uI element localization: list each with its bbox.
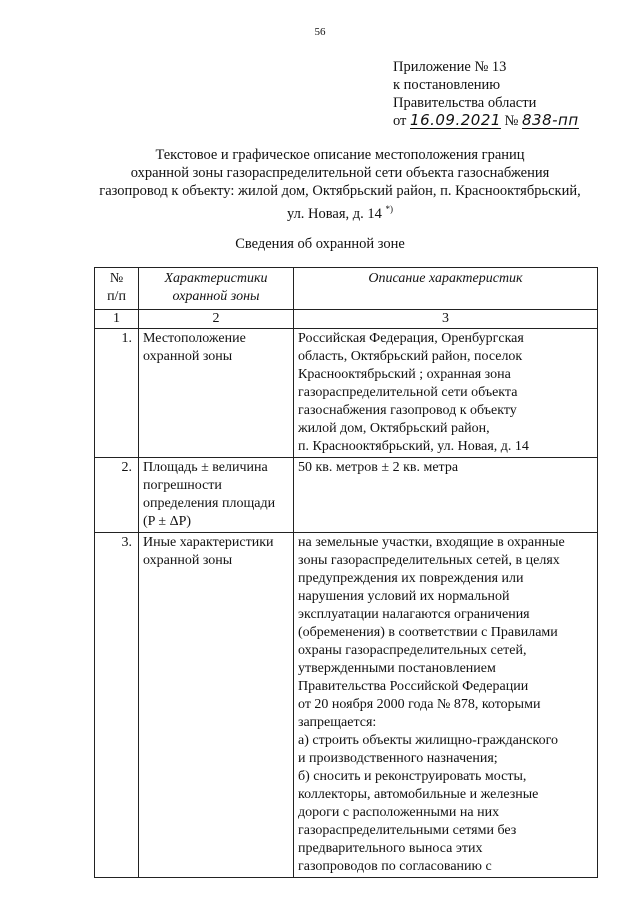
cell-line: погрешности	[143, 478, 222, 493]
row-number: 1.	[95, 329, 139, 458]
footnote-mark: *)	[385, 204, 394, 214]
header-col1-line1: №	[109, 271, 124, 286]
cell-line: Российская Федерация, Оренбургская	[298, 331, 524, 346]
cell-line: утвержденными постановлением	[298, 661, 496, 676]
cell-line: и производственного назначения;	[298, 751, 498, 766]
title-line-4	[80, 200, 600, 223]
cell-line: газораспределительными сетями без	[298, 823, 517, 838]
col-number-2: 2	[139, 310, 294, 329]
cell-line: газораспределительной сети объекта	[298, 385, 518, 400]
table-row	[95, 458, 598, 533]
cell-line: на земельные участки, входящие в охранные	[298, 535, 565, 550]
header-col-number	[95, 268, 139, 310]
title-line-2: охранной зоны газораспределительной сети объекта газоснабжения	[130, 165, 550, 181]
zone-info-table	[94, 267, 598, 878]
row-description	[294, 329, 598, 458]
col-number-3: 3	[294, 310, 598, 329]
table-row	[95, 329, 598, 458]
cell-line: (обременения) в соответствии с Правилами	[298, 625, 558, 640]
appendix-date-line	[393, 112, 579, 130]
document-title	[80, 146, 600, 223]
cell-line: предварительного выноса этих	[298, 841, 483, 856]
row-characteristic	[139, 533, 294, 878]
cell-line: охранной зоны	[143, 349, 233, 364]
cell-line: эксплуатации налагаются ограничения	[298, 607, 530, 622]
header-col-characteristics	[139, 268, 294, 310]
cell-line: Иные характеристики	[143, 535, 274, 550]
cell-line: жилой дом, Октябрьский район,	[298, 421, 490, 436]
cell-line: Правительства Российской Федерации	[298, 679, 529, 694]
cell-line: коллекторы, автомобильные и железные	[298, 787, 539, 802]
cell-line: зоны газораспределительных сетей, в целях	[298, 553, 560, 568]
col-number-1: 1	[95, 310, 139, 329]
cell-line: Краснооктябрьский ; охранная зона	[298, 367, 511, 382]
cell-line: (P ± ΔP)	[143, 514, 192, 529]
appendix-line-1: Приложение № 13	[393, 59, 507, 75]
cell-line: п. Краснооктябрьский, ул. Новая, д. 14	[298, 439, 529, 454]
cell-line: б) сносить и реконструировать мосты,	[298, 769, 527, 784]
handwritten-date: 16.09.2021	[410, 111, 501, 129]
appendix-block	[393, 58, 579, 130]
appendix-line-3: Правительства области	[393, 95, 537, 111]
row-number: 2.	[95, 458, 139, 533]
cell-line: область, Октябрьский район, поселок	[298, 349, 523, 364]
cell-line: газоснабжения газопровод к объекту	[298, 403, 517, 418]
title-line-4-text: ул. Новая, д. 14	[286, 205, 382, 222]
cell-line: газопроводов по согласованию с	[298, 859, 492, 874]
row-number: 3.	[95, 533, 139, 878]
cell-line: определения площади	[143, 496, 276, 511]
table-header-row	[95, 268, 598, 310]
row-characteristic	[139, 458, 294, 533]
table-row	[95, 533, 598, 878]
row-description	[294, 458, 598, 533]
cell-line: охранной зоны	[143, 553, 233, 568]
cell-line: Площадь ± величина	[143, 460, 268, 475]
section-subtitle: Сведения об охранной зоне	[235, 236, 405, 252]
cell-line: а) строить объекты жилищно-гражданского	[298, 733, 558, 748]
row-characteristic	[139, 329, 294, 458]
from-label: от	[393, 113, 407, 129]
cell-line: запрещается:	[298, 715, 377, 730]
cell-line: 50 кв. метров ± 2 кв. метра	[298, 460, 459, 475]
page-number: 56	[314, 26, 326, 38]
cell-line: охраны газораспределительных сетей,	[298, 643, 527, 658]
title-line-1: Текстовое и графическое описание местоположения границ	[155, 147, 525, 163]
cell-line: нарушения условий их нормальной	[298, 589, 510, 604]
cell-line: Местоположение	[143, 331, 246, 346]
header-col2-line2: охранной зоны	[172, 289, 260, 304]
cell-line: дороги с расположенными на них	[298, 805, 500, 820]
header-col1-line2: п/п	[107, 289, 126, 304]
header-col-description: Описание характеристик	[294, 268, 598, 310]
cell-line: от 20 ноября 2000 года № 878, которыми	[298, 697, 541, 712]
handwritten-number: 838-пп	[522, 111, 579, 129]
column-numbers-row	[95, 310, 598, 329]
cell-line: предупреждения их повреждения или	[298, 571, 524, 586]
title-line-3: газопровод к объекту: жилой дом, Октябрьский район, п. Краснооктябрьский,	[99, 183, 581, 199]
number-label: №	[504, 113, 519, 129]
row-description	[294, 533, 598, 878]
appendix-line-2: к постановлению	[393, 77, 501, 93]
header-col2-line1: Характеристики	[164, 271, 268, 286]
